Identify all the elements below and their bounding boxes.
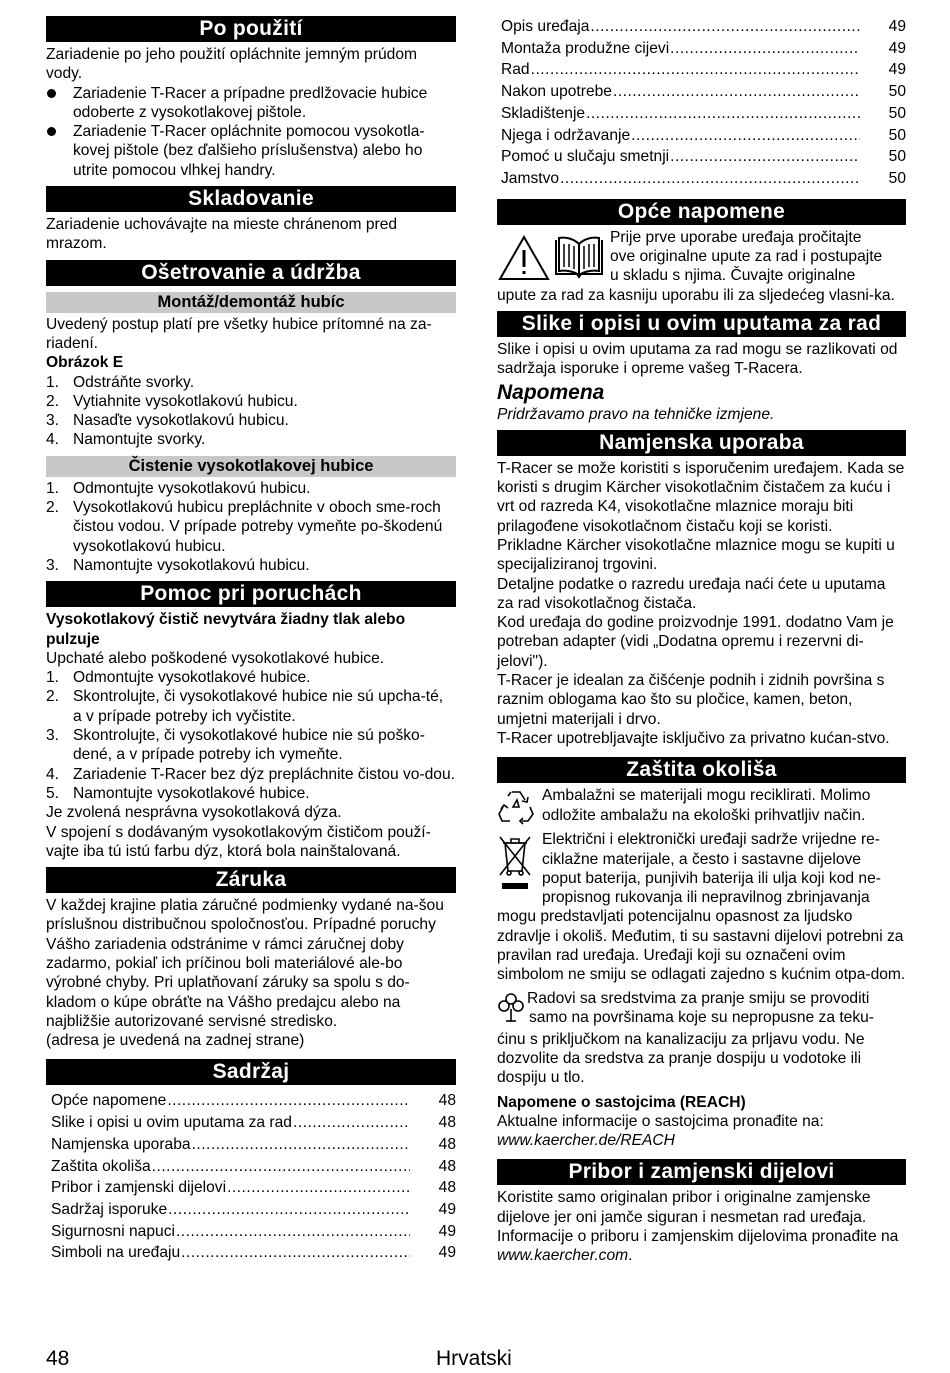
- heading-zastita: Zaštita okoliša: [497, 757, 906, 783]
- step-item: 1. Odstráňte svorky.: [46, 373, 195, 391]
- table-of-contents-continued: [497, 16, 906, 190]
- toc-row[interactable]: Jamstvo ..... 50: [501, 168, 906, 190]
- toc-row[interactable]: Slike i opisi u ovim uputama za rad ..... 48: [51, 1112, 456, 1134]
- paragraph: Slike i opisi u ovim uputama za rad mogu se razlikovati od sadržaja isporuke i opreme vašeg T-Racera.: [497, 340, 898, 378]
- subheading-montaz: Montáž/demontáž hubíc: [46, 292, 456, 313]
- crossed-bin-icon: [497, 833, 533, 893]
- heading-pomoc: Pomoc pri poruchách: [46, 581, 456, 607]
- fault-title: Vysokotlakový čistič nevytvára žiadny tlak alebo pulzuje: [46, 611, 406, 648]
- paragraph: upute za rad za kasniju uporabu ili za sljedećeg vlasni-ka.: [497, 286, 895, 304]
- paragraph: V každej krajine platia záručné podmienky vydané na-šou príslušnou distribučnou spoločnosťou. Prípadné poruchy Vášho zariadenia odstránime v rámci záručnej doby zadarmo, pokiaľ ich príčinou boli materiálové ale-bo výrobné chyby. Pri uplatňovaní záruky sa spolu s do-kladom o kúpe obráťte na Vášho predajcu alebo na najbližšie autorizované servisné stredisko.: [46, 897, 444, 1030]
- paragraph: mogu predstavljati potencijalnu opasnost za ljudsko zdravlje i okoliš. Međutim, ti su sastavni dijelovi potrebni za pravilan rad uređaja. Uređaji koji su označeni ovim simbolom ne smiju se odlagati zajedno s kućnim otpa-dom.: [497, 908, 906, 984]
- heading-opce-napomene: Opće napomene: [497, 199, 906, 225]
- toc-row[interactable]: Pomoć u slučaju smetnji ..... 50: [501, 146, 906, 168]
- reach-link[interactable]: www.kaercher.de/REACH: [497, 1132, 675, 1150]
- reach-title: Napomene o sastojcima (REACH): [497, 1093, 746, 1111]
- step-item: 2. Vytiahnite vysokotlakovú hubicu.: [46, 392, 298, 410]
- recycle-block: Ambalažni se materijali mogu reciklirati. Molimo odložite ambalažu na ekološki prihvatljiv način.: [497, 786, 906, 830]
- paragraph: V spojení s dodávaným vysokotlakovým čističom použí-vajte iba tú istú farbu dýz, ktorá bola nainštalovaná.: [46, 823, 431, 860]
- paragraph: Aktualne informacije o sastojcima pronađite na:: [497, 1112, 824, 1130]
- toc-row[interactable]: Njega i održavanje ..... 50: [501, 125, 906, 147]
- step-item: 3. Nasaďte vysokotlakovú hubicu.: [46, 412, 289, 430]
- paragraph: ćinu s priključkom na kanalizaciju za prljavu vodu. Ne dozvolite da sredstva za pranje dospiju u vodotoke ili dospiju u tlo.: [497, 1030, 865, 1087]
- left-column: [46, 16, 456, 1264]
- step-item: 4. Namontujte svorky.: [46, 431, 206, 449]
- heading-po-pouziti: Po použití: [46, 16, 456, 42]
- step-item: 4. Zariadenie T-Racer bez dýz prepláchnite čistou vo-dou.: [46, 765, 455, 783]
- page-number: 48: [46, 1347, 70, 1370]
- heading-pribor: Pribor i zamjenski dijelovi: [497, 1159, 906, 1185]
- toc-row[interactable]: Opće napomene ..... 48: [51, 1090, 456, 1112]
- step-item: 1. Odmontujte vysokotlakové hubice.: [46, 669, 311, 687]
- bullet-item: Zariadenie T-Racer a prípadne predlžovacie hubice odoberte z vysokotlakovej pištole.: [46, 84, 456, 123]
- toc-row[interactable]: Sadržaj isporuke ..... 49: [51, 1199, 456, 1221]
- step-item: 5. Namontujte vysokotlakové hubice.: [46, 784, 310, 802]
- bullet-icon: [47, 89, 56, 98]
- step-item: 3. Skontrolujte, či vysokotlakové hubice nie sú poško-dené, a v prípade potreby ich vymeňte.: [46, 727, 425, 764]
- note-text: Pridržavamo pravo na tehničke izmjene.: [497, 405, 775, 423]
- recycle-icon: [497, 787, 535, 825]
- toc-row[interactable]: Skladištenje ..... 50: [501, 103, 906, 125]
- toc-row[interactable]: Nakon upotrebe ..... 50: [501, 81, 906, 103]
- heading-skladovanie: Skladovanie: [46, 186, 456, 212]
- step-item: 2. Skontrolujte, či vysokotlakové hubice nie sú upcha-té, a v prípade potreby ich vyčistite.: [46, 688, 444, 725]
- heading-osetrovanie: Ošetrovanie a údržba: [46, 260, 456, 286]
- paragraph: Detaljne podatke o razredu uređaja naći ćete u uputama za rad visokotlačnog čistača.: [497, 575, 886, 612]
- kaercher-link[interactable]: www.kaercher.com: [497, 1247, 629, 1265]
- paragraph: Uvedený postup platí pre všetky hubice prítomné na za-riadení.: [46, 315, 432, 352]
- heading-slike: Slike i opisi u ovim uputama za rad: [497, 311, 906, 337]
- bullet-item: Zariadenie T-Racer opláchnite pomocou vysokotla-kovej pištole (bez ďalšieho príslušenstva) alebo ho utrite pomocou vlhkej handry.: [46, 122, 456, 180]
- oil-block: Radovi sa sredstvima za pranje smiju se provoditi samo na površinama koje su nepropusne za teku-: [497, 989, 906, 1030]
- toc-row[interactable]: Montaža produžne cijevi ..... 49: [501, 38, 906, 60]
- toc-row[interactable]: Rad ..... 49: [501, 59, 906, 81]
- note-title: Napomena: [497, 380, 605, 404]
- bullet-icon: [47, 127, 56, 136]
- paragraph: Je zvolená nesprávna vysokotlaková dýza.: [46, 804, 342, 822]
- toc-row[interactable]: Namjenska uporaba ..... 48: [51, 1134, 456, 1156]
- paragraph: T-Racer upotrebljavajte isključivo za privatno kućan-stvo.: [497, 729, 890, 747]
- paragraph: Prikladne Kärcher visokotlačne mlaznice mogu se kupiti u specijaliziranoj trgovini.: [497, 537, 895, 574]
- heading-sadrzaj: Sadržaj: [46, 1059, 456, 1085]
- paragraph: T-Racer je idealan za čišćenje podnih i zidnih površina s raznim oblogama kao što su pločice, kamen, beton, umjetni materijali i drvo.: [497, 672, 885, 728]
- step-item: 1. Odmontujte vysokotlakovú hubicu.: [46, 479, 311, 497]
- warning-triangle-icon: [497, 234, 551, 282]
- language-label: Hrvatski: [436, 1347, 512, 1370]
- heading-zaruka: Záruka: [46, 867, 456, 893]
- oil-drop-icon: [497, 991, 525, 1025]
- paragraph: Zariadenie po jeho použití opláchnite jemným prúdom vody.: [46, 46, 417, 83]
- weee-block: Električni i elektronički uređaji sadrže vrijedne re- ciklažne materijale, a često i sastavne dijelove poput baterija, punjivih baterija ili ulja koji kod ne- propisnog rukovanja ili nepravilnog zbrinjavanja: [497, 830, 906, 907]
- step-item: 3. Namontujte vysokotlakovú hubicu.: [46, 556, 310, 574]
- step-item: 2. Vysokotlakovú hubicu prepláchnite v oboch sme-roch čistou vodou. V prípade potreby vymeňte po-škodenú vysokotlakovú hubicu.: [46, 499, 443, 555]
- paragraph: Upchaté alebo poškodené vysokotlakové hubice.: [46, 649, 385, 667]
- paragraph: Koristite samo originalan pribor i originalne zamjenske dijelove jer oni jamče siguran i nesmetan rad uređaja. Informacije o priboru i zamjenskim dijelovima pronađite na www.kaercher.com.: [497, 1189, 899, 1265]
- toc-row[interactable]: Opis uređaja ..... 49: [501, 16, 906, 38]
- toc-row[interactable]: Simboli na uređaju ..... 49: [51, 1242, 456, 1264]
- paragraph: Kod uređaja do godine proizvodnje 1991. dodatno Vam je potreban adapter (vidi „Dodatna opremu i rezervni di-jelovi").: [497, 614, 894, 670]
- paragraph: T-Racer se može koristiti s isporučenim uređajem. Kada se koristi s drugim Kärcher visokotlačnim čistačem za kuću i vrt od razreda K4, visokotlačne mlaznice moraju biti prilagođene visokotlačnom čistaču koji se koristi.: [497, 459, 905, 535]
- table-of-contents: [46, 1090, 456, 1264]
- toc-row[interactable]: Pribor i zamjenski dijelovi ..... 48: [51, 1177, 456, 1199]
- manual-book-icon: [553, 234, 605, 280]
- toc-row[interactable]: Zaštita okoliša ..... 48: [51, 1156, 456, 1178]
- figure-label: Obrázok E: [46, 354, 124, 372]
- heading-namjenska: Namjenska uporaba: [497, 430, 906, 456]
- toc-row[interactable]: Sigurnosni napuci ..... 49: [51, 1221, 456, 1243]
- paragraph: Zariadenie uchovávajte na mieste chránenom pred mrazom.: [46, 216, 398, 253]
- warning-block: Prije prve uporabe uređaja pročitajte ove originalne upute za rad i postupajte u skladu s njima. Čuvajte originalne: [497, 228, 906, 286]
- paragraph: (adresa je uvedená na zadnej strane): [46, 1032, 305, 1050]
- right-column: [497, 16, 906, 1266]
- subheading-cistenie: Čistenie vysokotlakovej hubice: [46, 456, 456, 477]
